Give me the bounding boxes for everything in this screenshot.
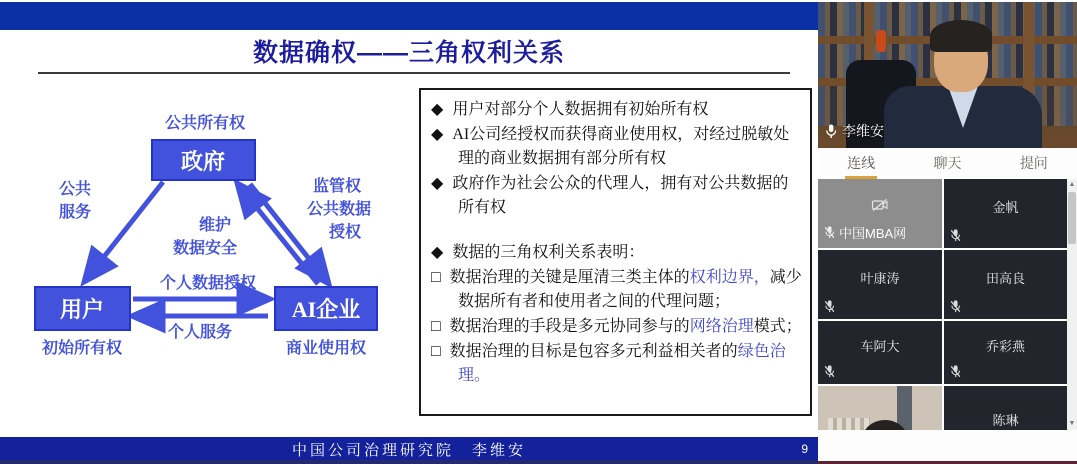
mic-muted-icon	[824, 365, 835, 378]
participant-name-label: 陈琳	[992, 412, 1019, 428]
label-initial-ownership: 初始所有权	[41, 340, 123, 357]
participant-name-label: 叶康涛	[860, 271, 900, 286]
title-divider	[38, 72, 790, 74]
participant-tile[interactable]	[944, 386, 1067, 430]
slide-bottom-edge	[0, 460, 818, 464]
tab-connect[interactable]: 连线	[818, 148, 904, 178]
footer-institution-text: 中国公司治理研究院 李维安	[291, 443, 526, 459]
bullet-item: ◆ 用户对部分个人数据拥有初始所有权	[431, 101, 709, 118]
speaker-video[interactable]	[818, 2, 1077, 148]
participant-tile-mba[interactable]	[818, 179, 942, 248]
label-maintain-line1: 维护	[198, 217, 232, 234]
participant-grid	[818, 179, 1067, 430]
participant-tile[interactable]	[818, 250, 942, 319]
panel-tabs	[818, 148, 1077, 178]
mic-muted-icon	[950, 229, 961, 242]
square-bullet-icon: □	[431, 343, 441, 360]
participant-tile[interactable]	[944, 179, 1067, 248]
bullet-item: ◆ 数据的三角权利关系表明：	[431, 244, 645, 261]
arrow-government-to-ai	[250, 184, 325, 279]
bullet-item: ◆ AI公司经授权而获得商业使用权，对经过脱敏处理的商业数据拥有部分所有权	[431, 126, 790, 167]
mic-muted-icon	[950, 365, 961, 378]
user-node-label: 用户	[59, 297, 105, 322]
mic-muted-icon	[824, 300, 835, 313]
bullet-item: □ 数据治理的关键是厘清三类主体的权利边界，减少数据所有者和使用者之间的代理问题；	[431, 269, 802, 310]
slide-header-bar	[0, 2, 818, 30]
participant-tile[interactable]	[818, 321, 942, 384]
participant-tile[interactable]	[944, 250, 1067, 319]
participant-video-tile[interactable]	[818, 386, 942, 430]
diamond-bullet-icon: ◆	[431, 101, 444, 118]
label-personal-service: 个人服务	[167, 324, 233, 341]
bullet-item: □ 数据治理的手段是多元协同参与的网络治理模式；	[431, 318, 802, 335]
participant-name-label: 金帆	[992, 200, 1019, 215]
label-public-ownership: 公共所有权	[164, 115, 246, 132]
slide-text-box	[419, 88, 812, 416]
tab-questions[interactable]: 提问	[1019, 155, 1048, 171]
label-regulate-line1: 监管权	[312, 178, 362, 195]
chinese-knot-decoration	[876, 30, 886, 52]
mic-icon	[825, 124, 837, 139]
diamond-bullet-icon: ◆	[431, 244, 444, 261]
bullet-item: ◆ 政府作为社会公众的代理人，拥有对公共数据的所有权	[431, 175, 789, 216]
label-personal-data-auth: 个人数据授权	[159, 275, 257, 292]
page-number: 9	[801, 442, 808, 456]
participant-scrollbar[interactable]	[1067, 179, 1077, 430]
label-regulate-line3: 授权	[328, 224, 362, 241]
label-maintain-line2: 数据安全	[172, 240, 238, 257]
scrollbar-down-icon[interactable]: ▼	[1068, 420, 1076, 427]
participant-name-label: 田高良	[985, 271, 1025, 286]
tab-chat[interactable]: 聊天	[933, 155, 962, 171]
participant-tile[interactable]	[944, 321, 1067, 384]
government-node-label: 政府	[180, 149, 226, 174]
slide-title: 数据确权——三角权利关系	[252, 39, 565, 67]
square-bullet-icon: □	[431, 318, 441, 335]
diamond-bullet-icon: ◆	[431, 126, 444, 143]
mic-muted-icon	[950, 300, 961, 313]
bullet-item: □ 数据治理的目标是包容多元利益相关者的绿色治理。	[431, 343, 786, 384]
label-regulate-line2: 公共数据	[306, 201, 372, 218]
participant-name-label: 中国MBA网	[824, 223, 906, 242]
speaker-name-overlay: 李维安	[825, 121, 884, 141]
conference-panel	[818, 0, 1077, 464]
label-commercial-use: 商业使用权	[285, 340, 367, 357]
slide-footer-bar	[0, 437, 818, 460]
mic-muted-icon	[824, 226, 835, 239]
speaker-figure	[930, 20, 992, 52]
radiator-decoration	[828, 418, 870, 430]
arrow-government-to-user	[88, 182, 163, 277]
label-public-service-line1: 公共	[58, 181, 92, 198]
square-bullet-icon: □	[431, 269, 441, 286]
scrollbar-up-icon[interactable]: ▲	[1068, 181, 1076, 188]
diamond-bullet-icon: ◆	[431, 175, 444, 192]
participant-name-label: 车阿大	[860, 339, 900, 354]
ai-node-label: AI企业	[291, 297, 361, 322]
scrollbar-thumb[interactable]	[1068, 192, 1076, 244]
camera-off-icon	[872, 199, 889, 212]
participant-name-label: 乔彩燕	[985, 339, 1025, 354]
triangle-rights-diagram	[12, 88, 417, 420]
label-public-service-line2: 服务	[58, 204, 92, 221]
